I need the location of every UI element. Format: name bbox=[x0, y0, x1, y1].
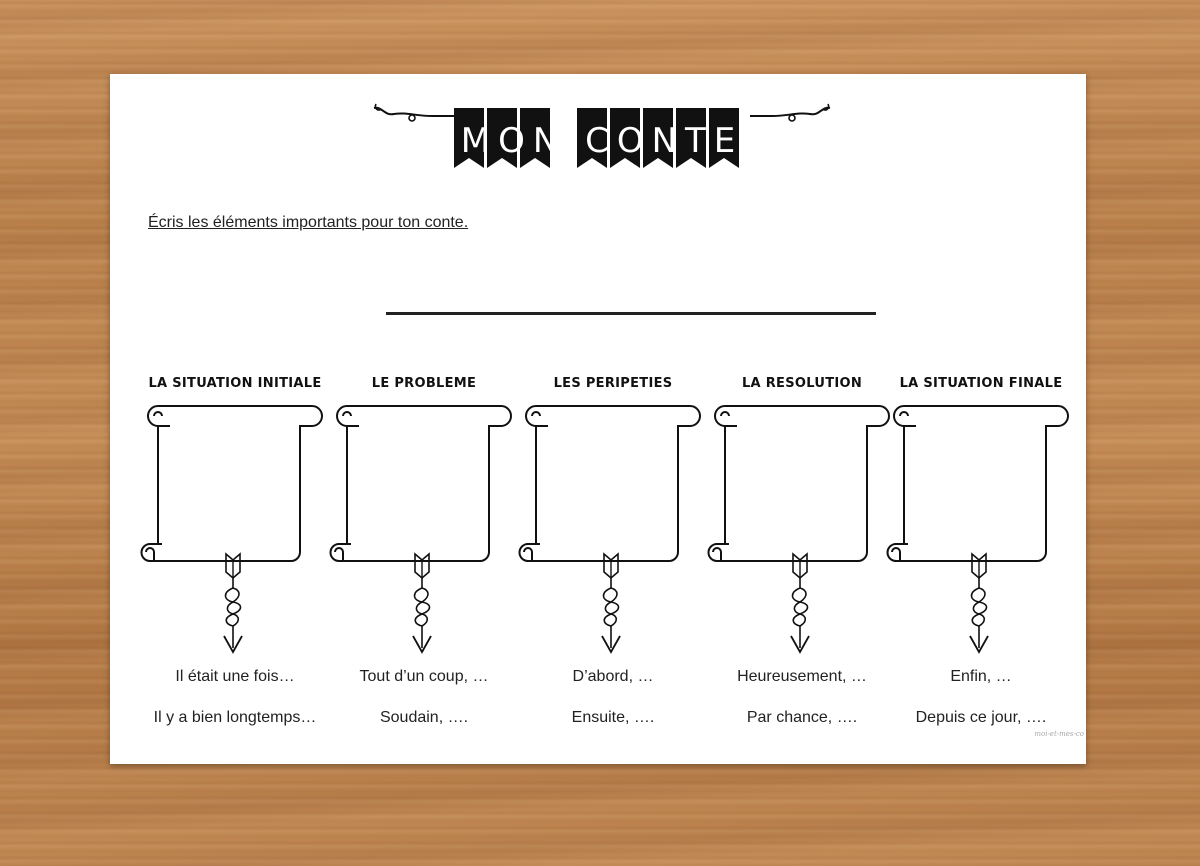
column-title: LA SITUATION INITIALE bbox=[148, 376, 322, 391]
scroll-icon bbox=[140, 402, 330, 562]
title-banner bbox=[372, 102, 832, 176]
story-column-2 bbox=[329, 374, 519, 764]
title-writing-line bbox=[386, 312, 876, 315]
arrow-down-icon bbox=[596, 552, 626, 656]
column-title: LA SITUATION FINALE bbox=[899, 376, 1063, 391]
page-title: MON CONTE bbox=[460, 121, 744, 161]
instruction-text: Écris les éléments importants pour ton conte. bbox=[148, 214, 469, 231]
column-title: LE PROBLEME bbox=[371, 376, 477, 391]
scroll-icon bbox=[707, 402, 897, 562]
phrase-starter-1: Il était une fois… bbox=[175, 668, 295, 685]
phrase-starter-1: Tout d’un coup, … bbox=[359, 668, 489, 685]
arrow-down-icon bbox=[218, 552, 248, 656]
arrow-down-icon bbox=[964, 552, 994, 656]
phrase-starter-2: Soudain, …. bbox=[379, 709, 469, 726]
story-column-5 bbox=[886, 374, 1076, 764]
phrase-starter-2: Ensuite, …. bbox=[571, 709, 655, 726]
phrase-starter-2: Depuis ce jour, …. bbox=[915, 709, 1047, 726]
story-column-4 bbox=[707, 374, 897, 764]
phrase-starter-2: Par chance, …. bbox=[746, 709, 858, 726]
story-column-1 bbox=[140, 374, 330, 764]
story-column-3 bbox=[518, 374, 708, 764]
phrase-starter-2: Il y a bien longtemps… bbox=[153, 709, 317, 726]
scroll-icon bbox=[329, 402, 519, 562]
arrow-down-icon bbox=[407, 552, 437, 656]
phrase-starter-1: Heureusement, … bbox=[737, 668, 867, 685]
phrase-starter-1: Enfin, … bbox=[950, 668, 1012, 685]
column-title: LA RESOLUTION bbox=[741, 376, 863, 391]
worksheet-page bbox=[110, 74, 1086, 764]
phrase-starter-1: D’abord, … bbox=[572, 668, 654, 685]
arrow-down-icon bbox=[785, 552, 815, 656]
watermark: moi-et-mes-co bbox=[1034, 730, 1084, 738]
column-title: LES PERIPETIES bbox=[553, 376, 673, 391]
scroll-icon bbox=[886, 402, 1076, 562]
scroll-icon bbox=[518, 402, 708, 562]
